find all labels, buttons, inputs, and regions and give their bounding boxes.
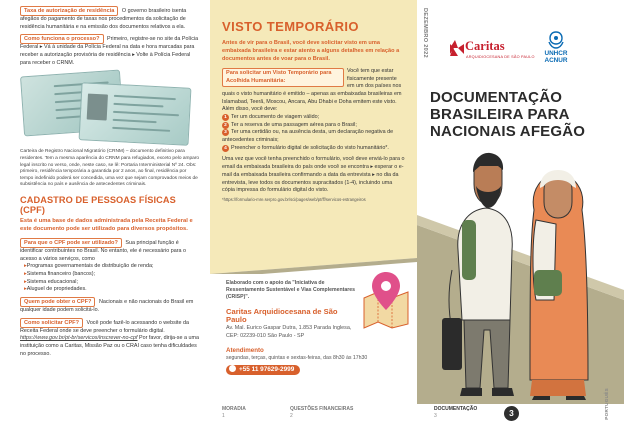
caritas-wordmark: Caritas [465, 39, 505, 53]
org-address: Av. Mal. Eurico Gaspar Dutra, 1.853 Parada Inglesa, CEP: 02239-010 São Paulo - SP [226, 325, 352, 339]
footer-number: 3 [434, 412, 437, 419]
quem-tag: Quem pode obter o CPF? [20, 297, 95, 307]
acnur-label: ACNUR [544, 57, 568, 65]
step-text: Ter uma certidão ou, na ausência desta, um declaração negativa de antecedentes criminais; [222, 129, 394, 144]
list-item [222, 145, 405, 153]
quem-block [20, 297, 200, 315]
footer-item-moradia[interactable] [222, 406, 246, 419]
crnm-card-illustration [20, 71, 200, 145]
elaborado-text: Elaborado com o apoio da "Iniciativa de Ressentamento Sustentável e Vias Complementares (CRISP)". [226, 280, 356, 301]
step-number: 3 [222, 129, 229, 136]
footer-item-documentacao[interactable] [434, 406, 477, 419]
language-label: PORTUGUÊS [604, 388, 609, 420]
phone-number: +55 11 97629-2999 [239, 366, 295, 374]
visto-lead: Antes de vir para o Brasil, você deve solicitar visto em uma embaixada brasileira e estar atento a alguns detalhes em relação a documentos antes de voar para o Brasil. [222, 40, 400, 62]
footer-label: DOCUMENTAÇÃO [434, 406, 478, 412]
sol-text1: Você pode fazê-lo acessando o website da Receita Federal onde se deve preencher o formulário digital. [20, 319, 190, 334]
para-block [20, 238, 200, 294]
caritas-subtitle: ARQUIDIOCESANA DE SÃO PAULO [466, 55, 535, 59]
page-number-badge: 3 [504, 406, 519, 421]
cover-title: DOCUMENTAÇÃO BRASILEIRA PARA NACIONAIS AFEGÃO [430, 89, 586, 140]
quem-text: Nacionais e não nacionais do Brasil em qualquer idade podem solicitá-lo. [20, 298, 194, 313]
unhcr-logo-icon [547, 30, 565, 50]
visto-footnote-link[interactable]: *https://formulario-mre.serpro.gov.br/sci/pages/web/pt/ff/servicos-estrangeiros [222, 196, 366, 202]
list-item [222, 122, 405, 130]
org-name: Caritas Arquidiocesana de São Paulo [226, 306, 338, 325]
como-block [20, 34, 200, 67]
cpf-lead: Esta é uma base de dados administrada pela Receita Federal e este documento pode ser utilizado para diversos propósitos. [20, 218, 193, 233]
list-item: ▸ Aluguel de propriedades. [24, 286, 200, 294]
para-tag: Para que o CPF pode ser utilizado? [20, 238, 122, 248]
visto-title: VISTO TEMPORÁRIO [222, 19, 359, 34]
list-item: ▸ Programas governamentais de distribuição de renda; [24, 263, 200, 271]
footer-label: QUESTÕES FINANCEIRAS [290, 406, 354, 412]
step-text: Ter um documento de viagem válido; [231, 114, 320, 121]
unhcr-label: UNHCR [544, 50, 568, 57]
step-text: Preencher o formulário digital de solicitação do visto humanitário*. [231, 144, 389, 151]
column-left [0, 0, 210, 447]
como-text: Primeiro, registre-se no site da Polícia Federal ▸ Vá à unidade da Polícia Federal na data e hora marcadas para receber a autorização provisória de residência ▸ Volte à Polícia Federal para receber o CRNM. [20, 36, 199, 66]
column-middle [210, 0, 417, 447]
cpf-heading: CADASTRO DE PESSOAS FÍSICAS (CPF) [20, 195, 176, 216]
visto-tag-text: Você tem que estar fisicamente presente em um dos países nos quais o visto humanitário é emitido – apenas as embaixadas brasileiras em Islamabad, Teerã, Moscou, Ancara, Abu Dhabi e Doha emitem este visto. Além disso, você deve: [222, 68, 402, 113]
taxa-text: O governo brasileiro isenta afegãos do pagamento de taxas nos procedimentos da solicitação de residência humanitária e na emissão dos documentos relativos a ela. [20, 8, 187, 30]
man-figure [442, 153, 514, 396]
card-caption: Carteira de Registro Nacional Migratório (CRNM) – documento definitivo para residentes. Tem a mesma aparência do CRNM para refugiados, exceto pelo amparo legal inscrito no verso, onde, neste caso, se lê: Portaria Interministerial Nº 24. Obs: primeiro, residência temporária a garantida por 2 anos, ao final, residência por tempo indefinido poderá ser concedida, uma vez que sejam comprovados meios de subsistência no país e ausência de antecedentes criminais. [20, 149, 200, 188]
people-illustration [438, 150, 608, 402]
sol-block [20, 318, 200, 359]
step-text: Ter a reserva de uma passagem aérea para o Brasil; [231, 121, 357, 128]
list-item [222, 129, 405, 144]
como-tag: Como funciona o processo? [20, 34, 104, 44]
footer-number: 2 [290, 412, 293, 419]
card-photo-icon [87, 94, 108, 121]
sol-text2: Por favor, dirija-se a uma instituição como a Caritas, Missão Paz ou o CRAI caso tenha dificuldades no processo. [20, 335, 199, 357]
contact-section [210, 274, 417, 447]
edition-date: DEZEMBRO 2022 [422, 8, 428, 58]
contact-text [226, 280, 406, 375]
atendimento-heading: Atendimento [226, 346, 264, 354]
para-text: Sua principal função é identificar contribuintes no Brasil. No entanto, ele é necessário para o acesso a vários serviços, como [20, 239, 187, 262]
visto-tag: Para solicitar um Visto Temporário para Acolhida Humanitária: [222, 68, 344, 87]
sol-tag: Como solicitar CPF? [20, 318, 83, 328]
visto-after-text: Uma vez que você tenha preenchido o formulário, você deve enviá-lo para o email da embaixada brasileira do país onde você se encontra ▸ esperar o e-mail da embaixada brasileira confirmando a data da entrevista ▸ no dia da entrevista, leve todos os documentos supracitados (1-4), incluindo uma cópia impressa do formulário digital do visto. [222, 156, 405, 194]
para-list [20, 263, 200, 294]
visto-tag-block [222, 68, 405, 114]
visto-steps [222, 114, 405, 152]
step-number: 4 [222, 145, 229, 152]
crnm-card-front [79, 83, 192, 147]
list-item [222, 114, 405, 122]
footer-item-questoes[interactable] [290, 406, 353, 419]
taxa-block [20, 6, 200, 31]
list-item: ▸ Sistema educacional; [24, 279, 200, 287]
footer-number: 1 [222, 412, 225, 419]
cpf-link[interactable]: https://www.gov.br/pt-br/servicos/inscrever-no-cpf [20, 335, 138, 342]
step-number: 1 [222, 114, 229, 121]
footer-label: MORADIA [222, 406, 246, 412]
taxa-tag: Taxa de autorização de residência [20, 6, 118, 16]
list-item: ▸ Sistema financeiro (bancos); [24, 271, 200, 279]
visto-section [210, 0, 417, 274]
unhcr-wordmark [536, 50, 576, 64]
step-number: 2 [222, 122, 229, 129]
woman-figure [530, 170, 588, 400]
whatsapp-icon [229, 365, 236, 372]
phone-badge[interactable] [226, 365, 300, 375]
atendimento-text: segundas, terças, quintas e sextas-feiras, das 8h30 às 17h30 [226, 355, 368, 362]
